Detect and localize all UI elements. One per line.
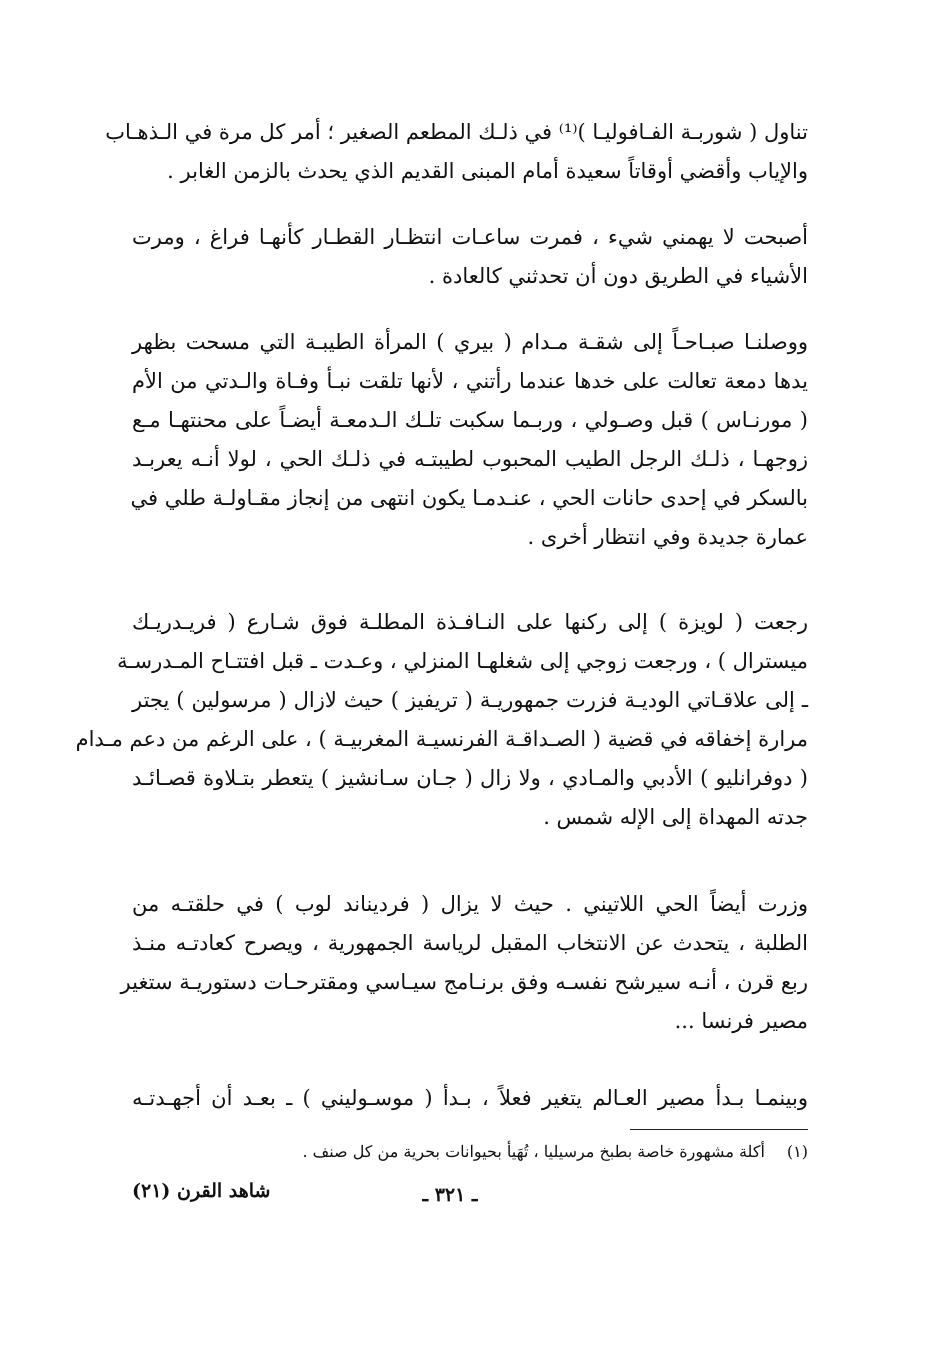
text-line: مصير فرنسا ... [674, 1009, 808, 1033]
footnote [132, 1140, 808, 1164]
page-number: ـ ٣٢١ ـ [422, 1184, 478, 1206]
footnote-number: (١) [786, 1142, 808, 1161]
paragraph-2 [132, 218, 808, 296]
text-line: زوجهـا ، ذلـك الرجل الطيب المحبوب لطيبتـه في ذلـك الحي ، لولا أنـه يعربـد [132, 447, 808, 471]
text-line: مرارة إخفاقه في قضية ( الصـداقـة الفرنسيـة المغربيـة ) ، على الرغم من دعم مـدام [75, 727, 808, 751]
paragraph-4 [75, 603, 808, 837]
paragraph-5 [120, 885, 808, 1041]
text-line: تناول ( شوربـة الفـافوليـا )⁽¹⁾ في ذلـك المطعم الصغير ؛ أمر كل مرة في الـذهـاب [105, 120, 808, 144]
text-line: عمارة جديدة وفي انتظار أخرى . [527, 525, 808, 549]
paragraph-6 [132, 1079, 808, 1118]
text-line: ـ إلى علاقـاتي الوديـة فزرت جمهوريـة ( تريفيز ) حيث لازال ( مرسولين ) يجتر [132, 688, 808, 712]
footnote-text: أكلة مشهورة خاصة بطبخ مرسيليا ، تُهَيأ بحيوانات بحرية من كل صنف . [302, 1142, 765, 1161]
text-line: والإياب وأقضي أوقاتاً سعيدة أمام المبنى القديم الذي يحدث بالزمن الغابر . [167, 159, 808, 183]
text-line: الأشياء في الطريق دون أن تحدثني كالعادة . [428, 264, 808, 288]
footnote-divider [630, 1129, 808, 1130]
text-line: ( مورنـاس ) قبل وصـولي ، وربـما سكبت تلـك الـدمعـة أيضـاً على محنتهـا مـع [132, 408, 808, 432]
text-line: أصبحت لا يهمني شيء ، فمرت ساعـات انتظـار القطـار كأنهـا فراغ ، ومرت [132, 225, 808, 249]
text-line: الطلبة ، يتحدث عن الانتخاب المقبل لرياسة الجمهورية ، ويصرح كعادتـه منـذ [132, 931, 808, 955]
text-line: ( دوفرانليو ) الأدبي والمـادي ، ولا زال ( جـان سـانشيز ) يتعطر بتـلاوة قصـائـد [132, 766, 808, 790]
text-line: جدته المهداة إلى الإله شمس . [543, 805, 808, 829]
text-line: وبينمـا بـدأ مصير العـالم يتغير فعلاً ، بـدأ ( موسـوليني ) ـ بعـد أن أجهـدتـه [132, 1086, 808, 1110]
text-line: يدها دمعة تعالت على خدها عندما رأتني ، لأنها تلقت نبـأ وفـاة والـدتي من الأم [132, 369, 808, 393]
text-line: وزرت أيضاً الحي اللاتيني . حيث لا يزال ( فرديناند لوب ) في حلقتـه من [132, 892, 808, 916]
text-line: ووصلنـا صبـاحـاً إلى شقـة مـدام ( بيري ) المرأة الطيبـة التي مسحت بظهر [132, 330, 808, 354]
text-line: بالسكر في إحدى حانات الحي ، عنـدمـا يكون انتهى من إنجاز مقـاولـة طلي في [130, 486, 808, 510]
paragraph-3 [132, 323, 808, 557]
text-line: رجعت ( لويزة ) إلى ركنها على النـافـذة المطلـة فوق شـارع ( فريـدريـك [132, 610, 808, 634]
paragraph-1 [105, 113, 808, 191]
text-line: ربع قرن ، أنـه سيرشح نفسـه وفق برنـامج سيـاسي ومقترحـات دستوريـة ستغير [120, 970, 808, 994]
text-line: ميسترال ) ، ورجعت زوجي إلى شغلهـا المنزلي ، وعـدت ـ قبل افتتـاح المـدرسـة [117, 649, 808, 673]
book-title: شاهد القرن (٢١) [132, 1180, 271, 1202]
